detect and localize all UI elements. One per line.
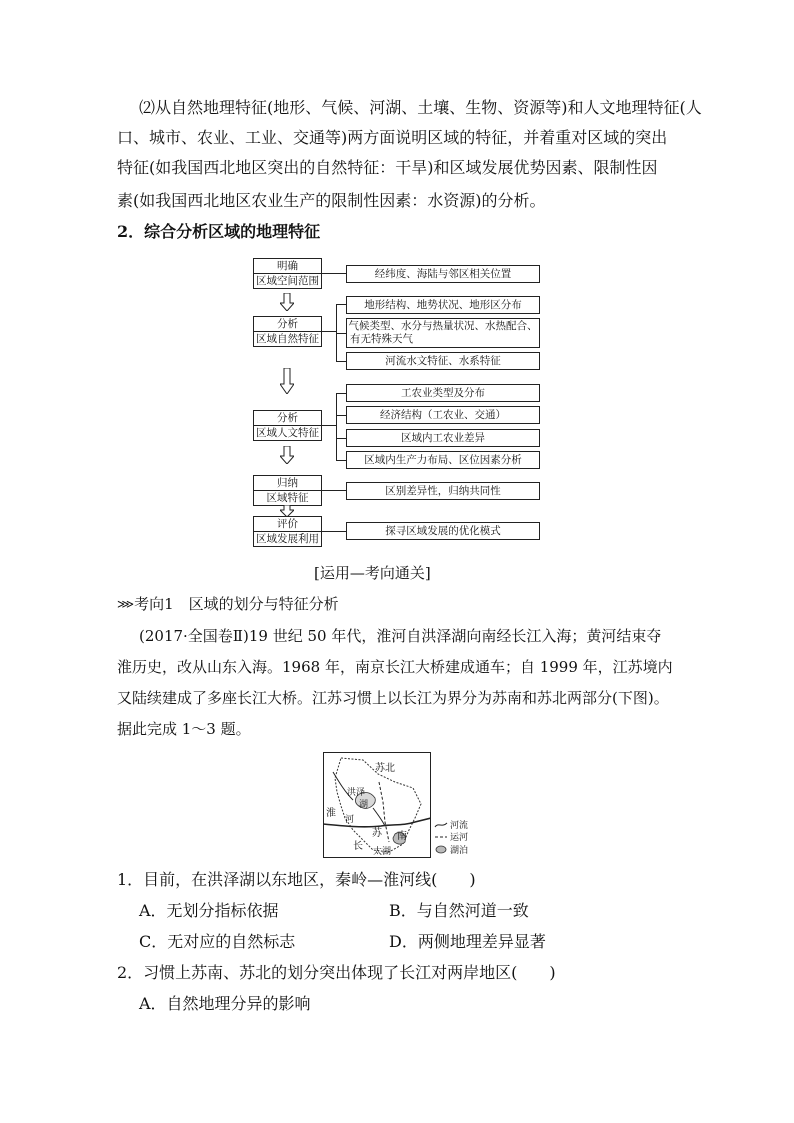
flow-item: 经纬度、海陆与邻区相关位置	[346, 265, 540, 283]
river-legend-icon	[434, 821, 448, 829]
flow-step-5-verb: 评价	[254, 517, 321, 532]
flow-step-2-verb: 分析	[254, 317, 321, 332]
flow-item	[346, 318, 540, 348]
flow-step-1-verb: 明确	[254, 259, 321, 274]
canal-legend-icon	[434, 834, 448, 840]
flow-step-3-object: 区域人文特征	[256, 427, 319, 439]
lake-legend-icon	[435, 845, 447, 854]
flow-item-line: 有无特殊天气	[350, 333, 413, 345]
flow-step-1-object: 区域空间范围	[256, 275, 319, 287]
flow-step-1	[253, 258, 322, 289]
map-label: 长	[353, 841, 363, 852]
legend-label: 河流	[450, 821, 469, 831]
down-arrow-icon	[280, 368, 294, 394]
question-2-stem: 2．习惯上苏南、苏北的划分突出体现了长江对两岸地区( )	[117, 963, 556, 982]
passage-line-2: 淮历史，改从山东入海。1968 年，南京长江大桥建成通车；自 1999 年，江苏境内	[117, 658, 673, 676]
flow-item: 区别差异性，归纳共同性	[346, 482, 540, 500]
q2-option-a: A．自然地理分异的影响	[139, 994, 311, 1013]
flow-step-2-object: 区域自然特征	[256, 333, 319, 345]
flow-item: 河流水文特征、水系特征	[346, 352, 540, 370]
map-label: 南	[397, 831, 407, 842]
flow-step-4-verb: 归纳	[254, 476, 321, 491]
flow-item: 区域内工农业差异	[346, 429, 540, 447]
flow-item: 区域内生产力布局、区位因素分析	[346, 451, 540, 469]
map-label: 洪泽	[347, 788, 366, 798]
passage-line-4: 据此完成 1～3 题。	[117, 720, 251, 738]
map-label: 湖	[359, 800, 369, 810]
question-1-stem: 1．目前，在洪泽湖以东地区，秦岭—淮河线( )	[117, 870, 476, 889]
map-label: 苏北	[375, 763, 395, 774]
flow-step-2	[253, 316, 322, 347]
q1-option-a: A．无划分指标依据	[139, 901, 279, 920]
map-legend	[434, 818, 476, 858]
q1-option-b: B．与自然河道一致	[389, 901, 529, 920]
kaoxiang-heading	[117, 594, 339, 614]
para-line-4: 素(如我国西北地区农业生产的限制性因素：水资源)的分析。	[117, 191, 546, 210]
flow-step-4	[253, 475, 322, 506]
down-arrow-icon	[280, 293, 294, 311]
legend-label: 运河	[450, 833, 469, 843]
flow-step-3	[253, 410, 322, 441]
jiangsu-map	[323, 752, 431, 858]
section-heading: 2．综合分析区域的地理特征	[117, 222, 321, 241]
para-line-3: 特征(如我国西北地区突出的自然特征：干旱)和区域发展优势因素、限制性因	[117, 158, 658, 177]
map-label: 河	[345, 815, 355, 825]
para-line-1: ⑵从自然地理特征(地形、气候、河湖、土壤、生物、资源等)和人文地理特征(人	[139, 98, 702, 117]
flow-item: 经济结构（工农业、交通）	[346, 406, 540, 424]
flow-item: 探寻区域发展的优化模式	[346, 522, 540, 540]
down-arrow-icon	[280, 446, 294, 464]
flow-item: 工农业类型及分布	[346, 384, 540, 402]
passage-line-1: (2017·全国卷Ⅱ)19 世纪 50 年代，淮河自洪泽湖向南经长江入海；黄河结束夺	[139, 627, 662, 645]
para-line-2: 口、城市、农业、工业、交通等)两方面说明区域的特征，并着重对区域的突出	[117, 128, 668, 147]
map-label: 淮	[326, 808, 336, 819]
flow-item-line: 气候类型、水分与热量状况、水热配合、	[348, 320, 538, 332]
flow-item: 地形结构、地势状况、地形区分布	[346, 296, 540, 314]
practice-header: [运用—考向通关]	[314, 564, 431, 582]
kaoxiang-mark-icon: ⋙	[117, 597, 135, 611]
passage-line-3: 又陆续建成了多座长江大桥。江苏习惯上以长江为界分为苏南和苏北两部分(下图)。	[117, 689, 669, 707]
flow-step-5	[253, 516, 322, 547]
flow-step-5-object: 区域发展利用	[256, 533, 319, 545]
flow-step-4-object: 区域特征	[266, 492, 309, 504]
q1-option-c: C．无对应的自然标志	[139, 932, 296, 951]
q1-option-d: D．两侧地理差异显著	[389, 932, 546, 951]
map-label: 苏	[372, 828, 382, 839]
flow-step-3-verb: 分析	[254, 411, 321, 426]
legend-label: 湖泊	[450, 846, 469, 856]
kaoxiang-title: 考向1 区域的划分与特征分析	[134, 595, 339, 613]
map-label: 太湖	[373, 847, 392, 857]
